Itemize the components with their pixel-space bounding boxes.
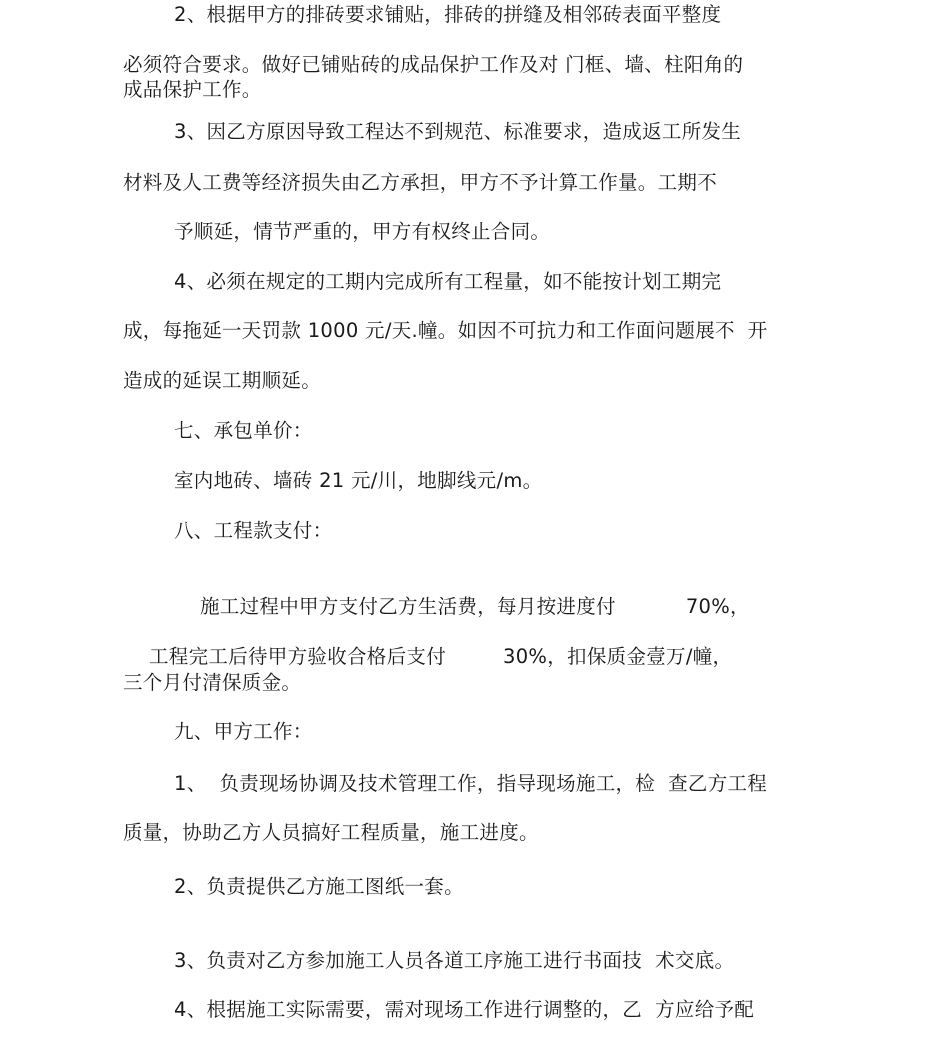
paragraph-line: 造成的延误工期顺延。 <box>123 369 322 392</box>
paragraph-line: 予顺延，情节严重的，甲方有权终止合同。 <box>174 220 551 243</box>
paragraph-line: 2、负责提供乙方施工图纸一套。 <box>174 875 464 898</box>
paragraph-line: 质量，协助乙方人员搞好工程质量，施工进度。 <box>123 821 539 844</box>
section-heading: 八、工程款支付： <box>174 519 333 542</box>
paragraph-line: 材料及人工费等经济损失由乙方承担，甲方不予计算工作量。工期不 <box>123 171 718 194</box>
percent-value: 30%，扣保质金壹万/幢， <box>503 645 733 668</box>
paragraph-line: 4、根据施工实际需要，需对现场工作进行调整的，乙 方应给予配 <box>174 998 755 1021</box>
paragraph-line: 室内地砖、墙砖 21 元/川，地脚线元/m。 <box>174 469 543 492</box>
paragraph-line: 3、负责对乙方参加施工人员各道工序施工进行书面技 术交底。 <box>174 949 735 972</box>
line-text: 工程完工后待甲方验收合格后支付 <box>149 645 447 668</box>
paragraph-line: 3、因乙方原因导致工程达不到规范、标准要求，造成返工所发生 <box>174 120 742 143</box>
paragraph-line: 成品保护工作。 <box>123 78 262 101</box>
paragraph-line: 三个月付清保质金。 <box>123 671 302 694</box>
paragraph-line: 1、 负责现场协调及技术管理工作，指导现场施工，检 查乙方工程 <box>174 772 768 795</box>
paragraph-line: 2、根据甲方的排砖要求铺贴，排砖的拼缝及相邻砖表面平整度 <box>174 3 722 26</box>
paragraph-line: 4、必须在规定的工期内完成所有工程量，如不能按计划工期完 <box>174 270 722 293</box>
section-heading: 九、甲方工作： <box>174 720 313 743</box>
paragraph-line: 成，每拖延一天罚款 1000 元/天.幢。如因不可抗力和工作面问题展不 开 <box>123 319 768 342</box>
line-text: 施工过程中甲方支付乙方生活费，每月按进度付 <box>200 595 616 618</box>
percent-value: 70%， <box>685 595 750 618</box>
section-heading: 七、承包单价： <box>174 419 313 442</box>
paragraph-line: 必须符合要求。做好已铺贴砖的成品保护工作及对 门框、墙、柱阳角的 <box>123 53 744 76</box>
